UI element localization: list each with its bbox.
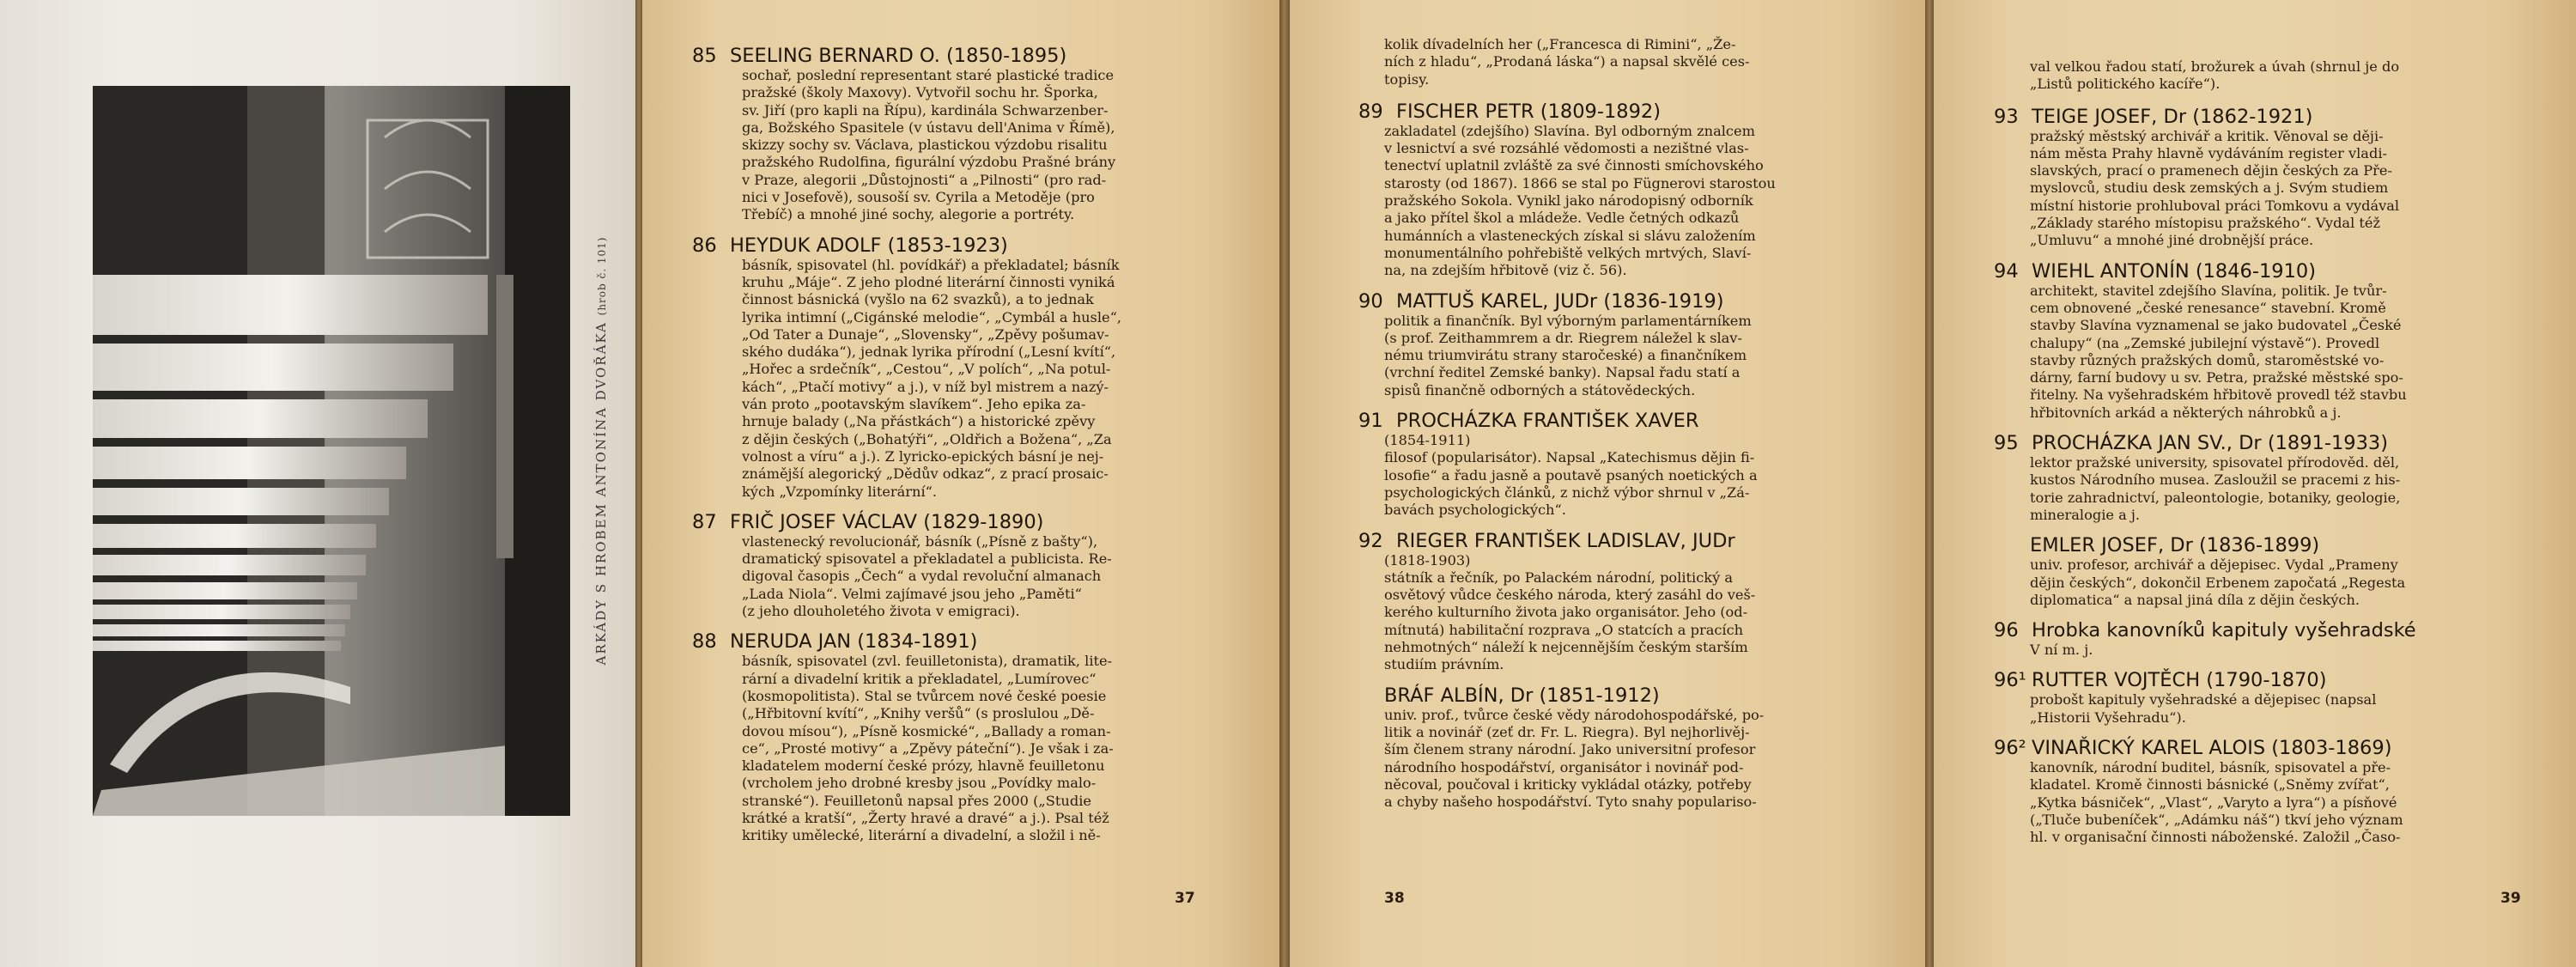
entry-heading bbox=[1994, 260, 2535, 283]
entry-name: EMLER JOSEF, Dr (1836-1899) bbox=[2030, 534, 2320, 557]
entry-name: NERUDA JAN (1834-1891) bbox=[730, 630, 978, 654]
entry-name: MATTUŠ KAREL, JUDr (1836-1919) bbox=[1396, 289, 1724, 313]
plate-caption-note: (hrob č. 101) bbox=[596, 236, 608, 316]
entry-96-1 bbox=[1994, 669, 2535, 727]
entry-heading bbox=[692, 234, 1226, 257]
entry-text: architekt, stavitel zdejšího Slavína, politik. Je tvůr- cem obnovené „české renesance“ stavební. Kromě stavby Slavína vyznamenal se jako budovatel „České chalupy“ (na „Zemské jubilejní výstavě“). Provedl stavby různých pražských domů, staroměstské vo- dárny, farní budovy u sv. Petra, pražské městské spo- řitelny. Na vyšehradském hřbitově provedl též stavbu hřbitovních arkád a některých náhrobků a j. bbox=[2030, 282, 2407, 421]
entry-text: pražský městský archivář a kritik. Věnoval se ději- nám města Prahy hlavně vydáváním register vladi- slavských, prací o pramenech dějin českých za Pře- myslovců, studiu desk zemských a j. Svým studiem místní historie prohluboval práci Tomkovu a vydával „Základy starého místopisu pražského“. Vydal též „Umluvu“ a mnohé jiné drobnější práce. bbox=[2030, 127, 2400, 249]
entry-number: 91 bbox=[1358, 410, 1383, 433]
entry-88 bbox=[692, 630, 1226, 844]
entry-90 bbox=[1358, 290, 1868, 399]
entry-name: SEELING BERNARD O. (1850-1895) bbox=[730, 45, 1067, 67]
entry-95 bbox=[1994, 432, 2535, 524]
entry-name: PROCHÁZKA FRANTIŠEK XAVER bbox=[1396, 410, 1699, 433]
entry-94 bbox=[1994, 260, 2535, 422]
entry-92 bbox=[1358, 530, 1868, 674]
entry-89 bbox=[1358, 100, 1868, 280]
entry-number: 90 bbox=[1358, 289, 1383, 313]
entry-text: val velkou řadou statí, brožurek a úvah (shrnul je do „Listů politického kacíře“). bbox=[2030, 58, 2400, 93]
entry-number: 86 bbox=[692, 234, 717, 257]
entry-text: (1854-1911) filosof (popularisátor). Napsal „Katechismus dějin fi- losofie“ a řadu jasně a poutavě psaných noetických a psychologických článků, z nichž výbor shrnul v „Zá- bavách psychologických“. bbox=[1384, 432, 1758, 519]
entry-91 bbox=[1358, 410, 1868, 519]
entry-heading bbox=[1994, 737, 2535, 759]
entry-number: 93 bbox=[1994, 105, 2019, 128]
entry-text: zakladatel (zdejšího) Slavína. Byl odborným znalcem v lesnictví a své rozsáhlé vědomosti a nezištné vlas- tenectví uplatnil zvláště za své činnosti smíchovského starosty (od 1867). 1866 se stal po Fügnerovi starostou pražského Sokola. Vynikl jako národopisný odborník a jako přítel škol a mládeže. Vedle četných odkazů humánních a vlasteneckých získal si slávu založením monumentálního pohřebiště velkých mrtvých, Slaví- na, na zdejším hřbitově (viz č. 56). bbox=[1384, 122, 1776, 279]
entry-heading bbox=[1358, 100, 1868, 123]
entry-86 bbox=[692, 234, 1226, 501]
entry-number: 96 bbox=[1994, 619, 2019, 642]
entry-name: FISCHER PETR (1809-1892) bbox=[1396, 100, 1662, 123]
entry-name: HEYDUK ADOLF (1853-1923) bbox=[730, 234, 1008, 257]
entry-85 bbox=[692, 45, 1226, 224]
page-39 bbox=[1934, 0, 2576, 967]
entry-text: univ. prof., tvůrce české vědy národohospodářské, po- litik a novinář (zeť dr. Fr. L. Riegra). Byl nejhorlivěj- ším členem strany národní. Jako universitní profesor národního hospodářství, organisátor i novinář pod- něcoval, poučoval i kriticky vykládal otázky, potřeby a chyby našeho hospodářství. Tyto snahy popularisо- bbox=[1384, 706, 1765, 811]
entry-number: 88 bbox=[692, 630, 717, 654]
entry-heading bbox=[1358, 530, 1868, 552]
entry-text: lektor pražské university, spisovatel přírodověd. děl, kustos Národního musea. Zasloužil se pracemi z his- torie zahradnictví, paleontologie, botaniky, geologie, mineralogie a j. bbox=[2030, 454, 2401, 523]
entry-text: (1818-1903) státník a řečník, po Palackém národní, politický a osvětový vůdce českého národa, který zasáhl do veš- kerého kulturního života jako organisátor. Jeho (od- mítnutá) habilitační rozprava „O statcích a pracích nehmotných“ náleží k nejcennějším českým starším studiím právním. bbox=[1384, 551, 1756, 673]
entry-name: FRIČ JOSEF VÁCLAV (1829-1890) bbox=[730, 510, 1044, 533]
entry-heading bbox=[1358, 290, 1868, 313]
page-39-text bbox=[1994, 58, 2535, 857]
entry-text: V ní m. j. bbox=[2030, 642, 2093, 659]
entry-96 bbox=[1994, 619, 2535, 659]
entry-name: VINAŘICKÝ KAREL ALOIS (1803-1869) bbox=[2032, 737, 2392, 760]
page-number: 37 bbox=[1175, 890, 1195, 907]
continued-entry bbox=[1994, 58, 2535, 94]
page-37-text bbox=[692, 45, 1226, 855]
entry-number: 94 bbox=[1994, 259, 2019, 283]
entry-name: RIEGER FRANTIŠEK LADISLAV, JUDr bbox=[1396, 529, 1735, 552]
entry-text: univ. profesor, archivář a dějepisec. Vydal „Prameny dějin českých“, dokončil Erbenem započatá „Regesta diplomatica“ a napsal jiná díla z dějin českých. bbox=[2030, 556, 2406, 608]
entry-braf bbox=[1358, 684, 1868, 812]
entry-96-2 bbox=[1994, 737, 2535, 846]
entry-number: 96² bbox=[1994, 737, 2026, 760]
entry-heading bbox=[692, 630, 1226, 653]
entry-name: Hrobka kanovníků kapituly vyšehradské bbox=[2032, 619, 2416, 642]
entry-number: 89 bbox=[1358, 100, 1383, 123]
entry-93 bbox=[1994, 106, 2535, 250]
continued-entry bbox=[1358, 36, 1868, 88]
page-number: 39 bbox=[2500, 890, 2521, 907]
entry-emler bbox=[1994, 534, 2535, 609]
entry-heading bbox=[692, 511, 1226, 533]
entry-number: 92 bbox=[1358, 529, 1383, 552]
arcade-photograph bbox=[93, 86, 570, 816]
entry-name: WIEHL ANTONÍN (1846-1910) bbox=[2032, 259, 2317, 283]
plate-caption bbox=[593, 237, 609, 666]
plate-page bbox=[0, 0, 635, 967]
entry-heading bbox=[1384, 684, 1868, 707]
entry-heading bbox=[2030, 534, 2535, 556]
entry-text: probošt kapituly vyšehradské a dějepisec (napsal „Historii Vyšehradu“). bbox=[2030, 691, 2377, 726]
entry-name: RUTTER VOJTĚCH (1790-1870) bbox=[2032, 669, 2327, 692]
entry-text: básník, spisovatel (hl. povídkář) a překladatel; básník kruhu „Máje“. Z jeho plodné literární činnosti vyniká činnost básnická (vyšlo na 62 svazků), a to jednak lyrika intimní („Cigánské melodie“, „Cymbál a husle“, „Od Tater a Dunaje“, „Slovensky“, „Zpěvy pošumav- ského dudáka“), jednak lyrika přírodní („Lesní kvítí“, „Hořec a srdečník“, „Cestou“, „V polích“, „Na potul- kách“, „Ptačí motivy“ a j.), v níž byl mistrem a nazý- ván proto „pootavským slavíkem“. Jeho epika za- hrnuje balady („Na přástkách“) a historické zpěvy z dějin českých („Bohatýři“, „Oldřich a Božena“, „Za volnost a víru“ a j.). Z lyricko-epických básní je nej- známější alegorický „Dědův odkaz“, z prací prosaic- kých „Vzpomínky literární“. bbox=[742, 256, 1122, 500]
entry-text: kanovník, národní buditel, básník, spisovatel a pře- kladatel. Kromě činnosti básnické („Sněmy zvířat“, „Kytka básniček“, „Vlast“, „Varyto a lyra“) a písňové („Tluče bubeníček“, „Adámku náš“) tkví jeho význam hl. v organisační činnosti náboženské. Založil „Časo- bbox=[2030, 759, 2403, 846]
entry-number: 96¹ bbox=[1994, 669, 2026, 692]
entry-name: TEIGE JOSEF, Dr (1862-1921) bbox=[2032, 105, 2313, 128]
page-37 bbox=[642, 0, 1279, 967]
page-number: 38 bbox=[1384, 890, 1405, 907]
entry-text: básník, spisovatel (zvl. feuilletonista), dramatik, lite- rární a divadelní kritik a překladatel, „Lumírovec“ (kosmopolitista). Stal se tvůrcem nové české poesie („Hřbitovní kvítí“, „Knihy veršů“ (s proslulou „Dě- dovou mísou“), „Písně kosmické“, „Ballady a roman- ce“, „Prosté motivy“ a „Zpěvy páteční“). Je však i za- kladatelem moderní české prózy, hlavně feuilletonu (vrcholem jeho drobné kresby jsou „Povídky malo- stranské“). Feuilletonů napsal přes 2000 („Studie krátké a kratší“, „Žerty hravé a dravé“ a j.). Psal též kritiky umělecké, literární a divadelní, a složil i ně- bbox=[742, 653, 1114, 844]
entry-text: politik a finančník. Byl výborným parlamentárníkem (s prof. Zeithammrem a dr. Riegrem náležel k slav- nému triumvirátu strany staročeské) a finančníkem (vrchní ředitel Zemské banky). Napsal řadu statí a spisů finančně odborných a státovědeckých. bbox=[1384, 312, 1752, 398]
page-38 bbox=[1290, 0, 1925, 967]
entry-number: 95 bbox=[1994, 432, 2019, 455]
entry-heading bbox=[1994, 432, 2535, 454]
entry-87 bbox=[692, 511, 1226, 620]
entry-name: BRÁF ALBÍN, Dr (1851-1912) bbox=[1384, 684, 1660, 707]
entry-heading bbox=[1994, 106, 2535, 128]
entry-number: 85 bbox=[692, 45, 717, 67]
entry-text: kolik dívadelních her („Francesca di Rimini“, „Že- ních z hladu“, „Prodaná láska“) a napsal skvělé ces- topisy. bbox=[1384, 36, 1750, 88]
plate-caption-main: ARKÁDY S HROBEM ANTONÍNA DVOŘÁKA bbox=[593, 321, 609, 666]
entry-heading bbox=[1994, 619, 2535, 642]
entry-number: 87 bbox=[692, 510, 717, 533]
entry-text: vlastenecký revolucionář, básník („Písně z bašty“), dramatický spisovatel a překladatel a publicista. Re- digoval časopis „Čech“ a vydal revoluční almanach „Lada Niola“. Velmi zajímavé jsou jeho „Paměti“ (z jeho dlouholetého života v emigraci). bbox=[742, 532, 1112, 620]
entry-heading bbox=[692, 45, 1226, 67]
entry-text: sochař, poslední representant staré plastické tradice pražské (školy Maxovy). Vytvořil sochu hr. Šporka, sv. Jiří (pro kapli na Řípu), kardinála Schwarzenber- ga, Božského Spasitele (v ústavu dell'Anima v Římě), skizzy sochy sv. Václava, plastickou výzdobu risalitu pražského Rudolfina, figurální výzdobu Prašné brány v Praze, alegorii „Důstojnosti“ a „Pilnosti“ (pro rad- nici v Josefově), sousoší sv. Cyrila a Metoděje (pro Třebíč) a mnohé jiné sochy, alegorie a portréty. bbox=[742, 67, 1116, 223]
entry-heading bbox=[1994, 669, 2535, 691]
page-38-text bbox=[1358, 36, 1868, 821]
entry-heading bbox=[1358, 410, 1868, 432]
entry-name: PROCHÁZKA JAN SV., Dr (1891-1933) bbox=[2032, 432, 2389, 455]
arcade-photo-illustration bbox=[93, 86, 570, 816]
